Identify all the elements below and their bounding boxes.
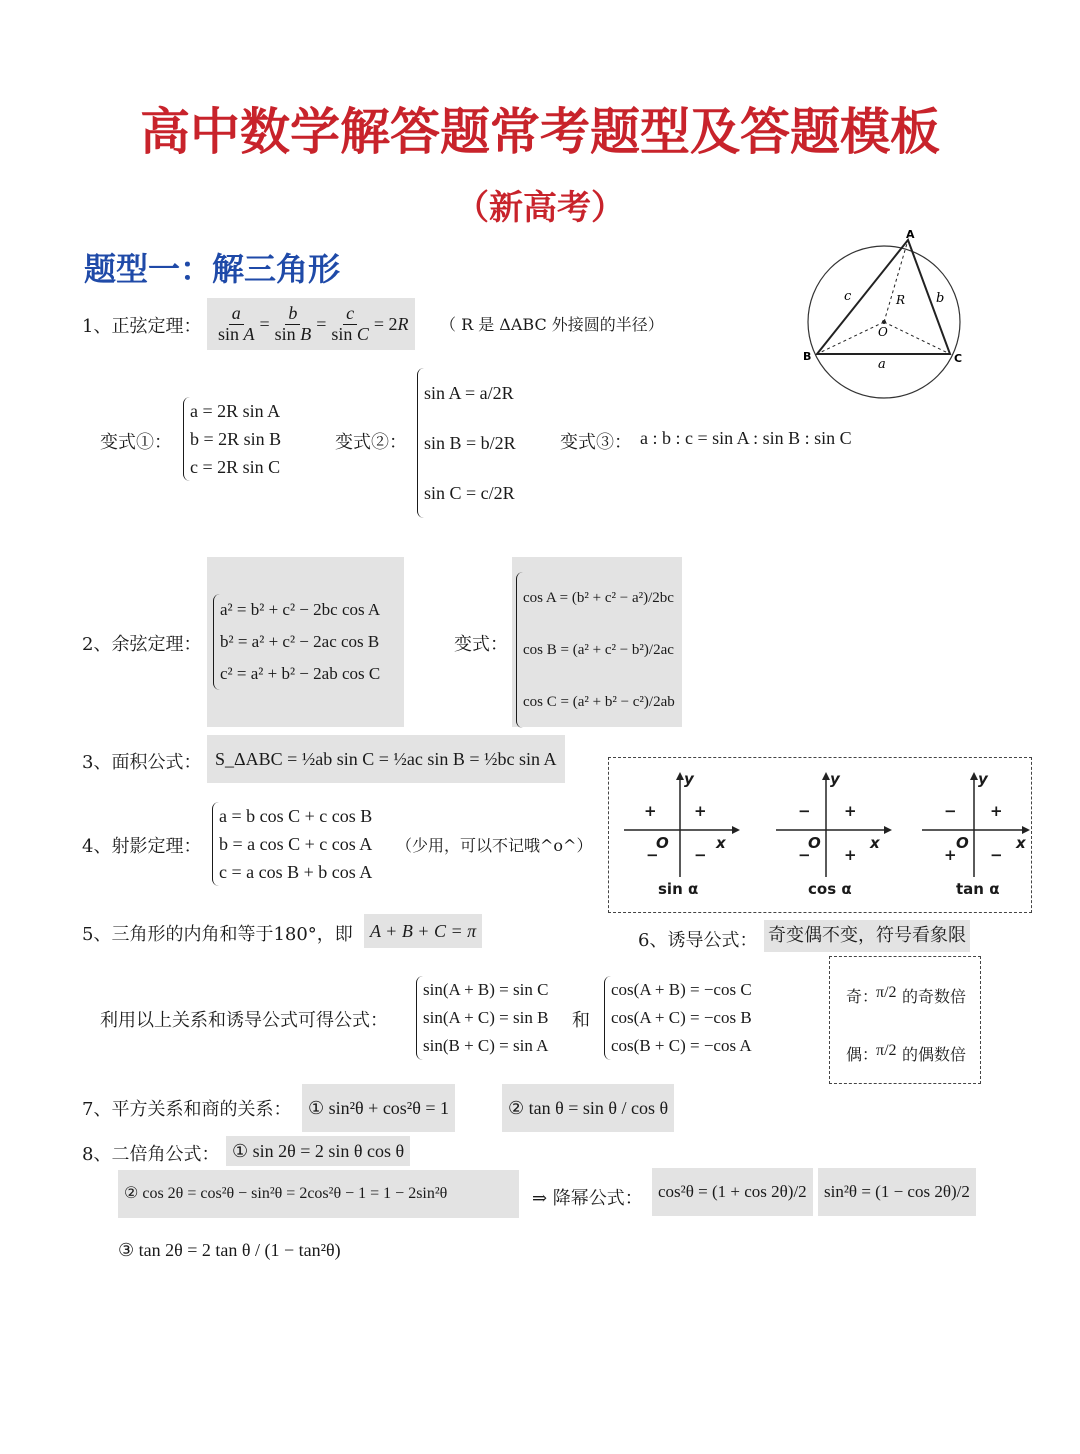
sin-sum-line: sin(A + B) = sin C bbox=[423, 980, 549, 999]
even-pi-over-2: π/2 bbox=[876, 1042, 897, 1059]
variant3-formula: a : b : c = sin A : sin B : sin C bbox=[640, 428, 852, 448]
vertex-b-label: B bbox=[803, 350, 812, 363]
item4-note: （少用，可以不记哦^o^） bbox=[396, 836, 593, 855]
cosines-line: b² = a² + c² − 2ac cos B bbox=[220, 632, 380, 651]
cosines-line: c² = a² + b² − 2ab cos C bbox=[220, 664, 381, 683]
cosines-line: a² = b² + c² − 2bc cos A bbox=[220, 600, 381, 619]
variant1-label: 变式①： bbox=[100, 432, 172, 453]
odd-pi-over-2: π/2 bbox=[876, 984, 897, 1001]
item6-label: 6、诱导公式： bbox=[638, 930, 758, 951]
quadrant-diagram-sin: y x O + + − − sin α bbox=[622, 772, 742, 892]
cosine-variant-system bbox=[516, 572, 675, 728]
reduce-power-label: ⇒ 降幂公式： bbox=[532, 1188, 643, 1209]
quadrant-sign: + bbox=[944, 846, 957, 864]
variant2-label: 变式②： bbox=[335, 432, 407, 453]
item7-label: 7、平方关系和商的关系： bbox=[82, 1099, 292, 1120]
quadrant-sign: − bbox=[990, 846, 1003, 864]
reduce-power-sin: sin²θ = (1 − cos 2θ)/2 bbox=[818, 1168, 976, 1216]
cos-sum-line: cos(A + C) = −cos B bbox=[611, 1008, 752, 1027]
variant1-line: a = 2R sin A bbox=[190, 401, 281, 421]
area-formula: S_ΔABC = ½ab sin C = ½ac sin B = ½bc sin A bbox=[207, 735, 565, 783]
side-b-label: b bbox=[936, 291, 945, 306]
variant2-line: sin B = b/2R bbox=[424, 433, 516, 453]
cos-sum-line: cos(A + B) = −cos C bbox=[611, 980, 752, 999]
double-angle-cos: ② cos 2θ = cos²θ − sin²θ = 2cos²θ − 1 = 1 − 2sin²θ bbox=[118, 1170, 519, 1218]
projection-system bbox=[212, 802, 372, 886]
variant2-line: sin C = c/2R bbox=[424, 483, 515, 503]
variant2-line: sin A = a/2R bbox=[424, 383, 514, 403]
law-of-sines-formula: $\frac{a}{\text{sin A}}$ = $\frac{b}{\text{sin B}}$ = $\frac{c}{\text{sin C}}$ = 2 R bbox=[207, 298, 415, 350]
quadrant-sign: + bbox=[644, 802, 657, 820]
even-text: 的偶数倍 bbox=[902, 1045, 967, 1064]
projection-line: b = a cos C + c cos A bbox=[219, 834, 373, 854]
law-of-cosines-system bbox=[213, 594, 380, 690]
cos-sum-line: cos(B + C) = −cos A bbox=[611, 1036, 752, 1055]
item5-label: 5、三角形的内角和等于180°，即 bbox=[82, 924, 353, 945]
item3-label: 3、面积公式： bbox=[82, 752, 202, 773]
pythagorean-identity: ① sin²θ + cos²θ = 1 bbox=[302, 1084, 455, 1132]
section-heading: 题型一：解三角形 bbox=[84, 250, 341, 288]
vertex-a-label: A bbox=[906, 230, 915, 241]
page-subtitle: （新高考） bbox=[455, 188, 625, 228]
quadrant-name: tan α bbox=[956, 880, 1000, 898]
cosine-variant-line: cos A = (b² + c² − a²)/2bc bbox=[523, 590, 674, 606]
and-text: 和 bbox=[572, 1010, 590, 1031]
cos-sum-system bbox=[604, 976, 752, 1060]
quadrant-diagram-cos: y x O − + − + cos α bbox=[774, 772, 894, 892]
side-c-label: c bbox=[844, 289, 852, 304]
quadrant-diagram-tan: y x O − + + − tan α bbox=[920, 772, 1040, 892]
radius-line-b bbox=[817, 322, 884, 354]
side-a-label: a bbox=[878, 357, 886, 372]
page-title: 高中数学解答题常考题型及答题模板 bbox=[140, 103, 940, 161]
quadrant-sign: + bbox=[990, 802, 1003, 820]
item2-label: 2、余弦定理： bbox=[82, 634, 202, 655]
item2-variant-label: 变式： bbox=[454, 634, 508, 655]
variant3-label: 变式③： bbox=[560, 432, 632, 453]
cosine-variant-line: cos B = (a² + c² − b²)/2ac bbox=[523, 642, 674, 658]
item1-label: 1、正弦定理： bbox=[82, 316, 202, 337]
variant2-system bbox=[417, 368, 516, 518]
odd-text: 的奇数倍 bbox=[902, 987, 967, 1006]
item4-label: 4、射影定理： bbox=[82, 836, 202, 857]
quadrant-sign: + bbox=[694, 802, 707, 820]
quadrant-sign: − bbox=[694, 846, 707, 864]
quadrant-sign: − bbox=[798, 846, 811, 864]
center-point bbox=[882, 320, 886, 324]
induction-mnemonic: 奇变偶不变，符号看象限 bbox=[764, 920, 970, 952]
radius-label: R bbox=[896, 293, 906, 307]
sin-sum-line: sin(A + C) = sin B bbox=[423, 1008, 549, 1027]
double-angle-tan: ③ tan 2θ = 2 tan θ / (1 − tan²θ) bbox=[118, 1240, 341, 1260]
circumcircle-diagram bbox=[800, 230, 970, 405]
reduce-power-cos: cos²θ = (1 + cos 2θ)/2 bbox=[652, 1168, 813, 1216]
quadrant-sign: − bbox=[944, 802, 957, 820]
projection-line: a = b cos C + c cos B bbox=[219, 806, 373, 826]
vertex-c-label: C bbox=[954, 352, 963, 365]
double-angle-sin: ① sin 2θ = 2 sin θ cos θ bbox=[226, 1136, 410, 1166]
angle-sum-formula: A + B + C = π bbox=[364, 914, 482, 948]
quadrant-sign: + bbox=[844, 846, 857, 864]
quadrant-sign: + bbox=[844, 802, 857, 820]
projection-line: c = a cos B + b cos A bbox=[219, 862, 373, 882]
even-label: 偶： bbox=[846, 1045, 879, 1064]
quadrant-sign: − bbox=[798, 802, 811, 820]
radius-line-a bbox=[884, 240, 908, 322]
use-formulas-label: 利用以上关系和诱导公式可得公式： bbox=[100, 1010, 388, 1031]
variant1-line: b = 2R sin B bbox=[190, 429, 282, 449]
item8-label: 8、二倍角公式： bbox=[82, 1144, 220, 1165]
sin-sum-line: sin(B + C) = sin A bbox=[423, 1036, 549, 1055]
cosine-variant-line: cos C = (a² + b² − c²)/2ab bbox=[523, 694, 675, 710]
quadrant-name: cos α bbox=[808, 880, 852, 898]
odd-label: 奇： bbox=[846, 987, 879, 1006]
variant1-system bbox=[183, 397, 281, 481]
item1-note: （ R 是 ΔABC 外接圆的半径） bbox=[440, 315, 664, 334]
variant1-line: c = 2R sin C bbox=[190, 457, 281, 477]
quadrant-name: sin α bbox=[658, 880, 699, 898]
quadrant-sign: − bbox=[646, 846, 659, 864]
center-label: O bbox=[878, 325, 888, 339]
tangent-quotient: ② tan θ = sin θ / cos θ bbox=[502, 1084, 674, 1132]
sin-sum-system bbox=[416, 976, 548, 1060]
